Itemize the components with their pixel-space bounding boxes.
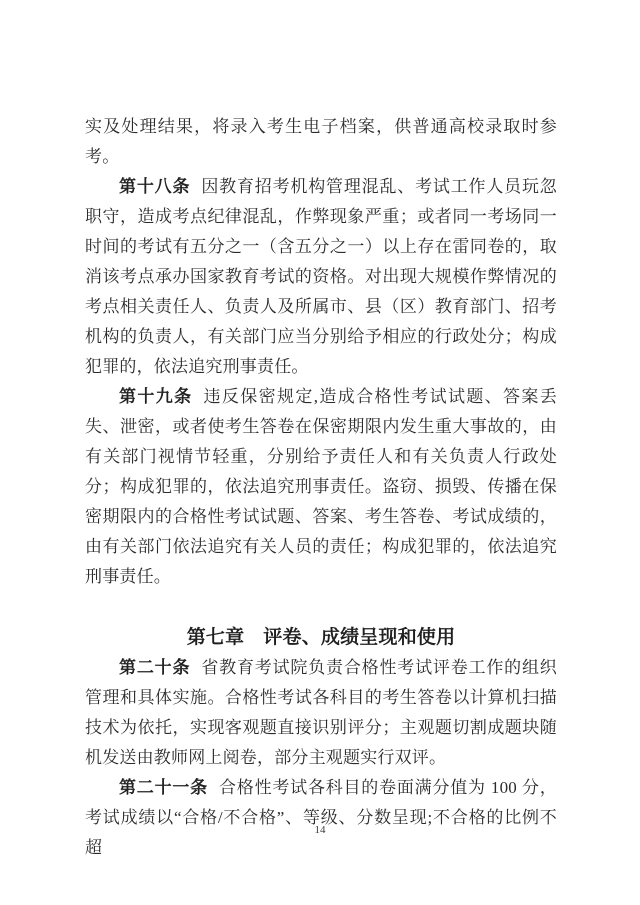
page-number: 14 <box>314 824 326 836</box>
paragraph-article-19 <box>85 382 557 592</box>
paragraph-text: 省教育考试院负责合格性考试评卷工作的组织管理和具体实施。合格性考试各科目的考生答卷以计算机扫描技术为依托，实现客观题直接识别评分；主观题切割成题块随机发送由教师网上阅卷，部分主观题实行双评。 <box>85 658 557 767</box>
paragraph-text: 合格性考试各科目的卷面满分值为 100 分，考试成绩以“合格/不合格”、等级、分数呈现;不合格的比例不超 <box>85 778 558 857</box>
article-label: 第十八条 <box>119 177 191 196</box>
paragraph <box>85 112 557 172</box>
paragraph-article-20 <box>85 653 557 773</box>
chapter-title: 评卷、成绩呈现和使用 <box>263 627 456 648</box>
paragraph-text: 违反保密规定,造成合格性考试试题、答案丢失、泄密，或者使考生答卷在保密期限内发生重大事故的，由有关部门视情节轻重，分别给予责任人和有关负责人行政处分；构成犯罪的，依法追究刑事责任。盗窃、损毁、传播在保密期限内的合格性考试试题、答案、考生答卷、考试成绩的，由有关部门依法追究有关人员的责任；构成犯罪的，依法追究刑事责任。 <box>85 387 557 586</box>
article-label: 第十九条 <box>119 387 193 406</box>
article-label: 第二十条 <box>119 658 191 677</box>
paragraph-article-18 <box>85 172 557 382</box>
document-body <box>85 112 557 863</box>
chapter-heading <box>85 623 557 653</box>
article-label: 第二十一条 <box>119 778 208 797</box>
chapter-number: 第七章 <box>186 627 245 648</box>
paragraph-text: 实及处理结果，将录入考生电子档案，供普通高校录取时参考。 <box>85 117 557 166</box>
paragraph-text: 因教育招考机构管理混乱、考试工作人员玩忽职守，造成考点纪律混乱，作弊现象严重；或者同一考场同一时间的考试有五分之一（含五分之一）以上存在雷同卷的，取消该考点承办国家教育考试的资格。对出现大规模作弊情况的考点相关责任人、负责人及所属市、县（区）教育部门、招考机构的负责人，有关部门应当分别给予相应的行政处分；构成犯罪的，依法追究刑事责任。 <box>85 177 557 376</box>
paragraph-article-21 <box>85 773 557 863</box>
